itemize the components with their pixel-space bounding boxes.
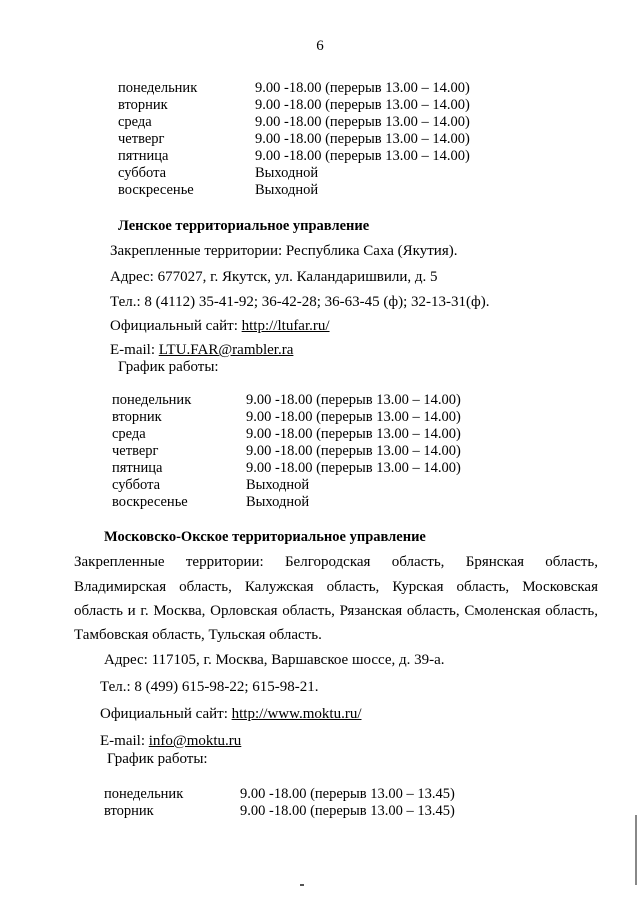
moscow-territories-line-4: Тамбовская область, Тульская область.: [74, 627, 322, 643]
schedule-row: [118, 131, 470, 148]
lena-email-label: E-mail:: [110, 342, 159, 358]
moscow-email-link[interactable]: info@moktu.ru: [148, 733, 242, 749]
moscow-phone: Тел.: 8 (499) 615-98-22; 615-98-21.: [100, 679, 319, 695]
schedule-day: пятница: [112, 460, 163, 476]
schedule-hours: 9.00 -18.00 (перерыв 13.00 – 14.00): [246, 409, 461, 425]
moscow-territories-line-1: Закрепленные территории: Белгородская область, Брянская область,: [74, 554, 598, 570]
lena-website-label: Официальный сайт:: [110, 318, 242, 334]
schedule-hours: Выходной: [246, 494, 310, 510]
schedule-row: [118, 165, 470, 182]
schedule-row: [112, 477, 461, 494]
schedule-hours: Выходной: [255, 165, 319, 181]
lena-territories: Закрепленные территории: Республика Саха (Якутия).: [110, 243, 458, 259]
schedule-row: [112, 494, 461, 511]
schedule-day: понедельник: [104, 786, 184, 802]
schedule-row: [118, 80, 470, 97]
schedule-top: [118, 80, 470, 199]
lena-website-link[interactable]: http://ltufar.ru/: [241, 318, 330, 334]
schedule-hours: 9.00 -18.00 (перерыв 13.00 – 14.00): [246, 426, 461, 442]
lena-section-title: Ленское территориальное управление: [118, 218, 370, 234]
schedule-day: пятница: [118, 148, 169, 164]
schedule-hours: 9.00 -18.00 (перерыв 13.00 – 14.00): [255, 97, 470, 113]
schedule-row: [118, 114, 470, 131]
lena-email-line: [110, 342, 293, 359]
schedule-hours: 9.00 -18.00 (перерыв 13.00 – 14.00): [255, 131, 470, 147]
schedule-row: [112, 460, 461, 477]
moscow-website-line: [100, 706, 362, 723]
schedule-row: [104, 803, 455, 820]
schedule-hours: 9.00 -18.00 (перерыв 13.00 – 14.00): [246, 460, 461, 476]
schedule-hours: 9.00 -18.00 (перерыв 13.00 – 14.00): [246, 392, 461, 408]
moscow-territories-line-2: Владимирская область, Калужская область, Курская область, Московская: [74, 579, 598, 595]
moscow-section-title: Московско-Окское территориальное управление: [104, 529, 426, 545]
schedule-day: среда: [118, 114, 152, 130]
schedule-hours: 9.00 -18.00 (перерыв 13.00 – 14.00): [255, 148, 470, 164]
schedule-hours: 9.00 -18.00 (перерыв 13.00 – 14.00): [255, 80, 470, 96]
schedule-day: воскресенье: [112, 494, 188, 510]
moscow-email-label: E-mail:: [100, 733, 149, 749]
schedule-day: вторник: [112, 409, 162, 425]
lena-email-link[interactable]: LTU.FAR@rambler.ra: [158, 342, 294, 358]
scan-edge-mark: [635, 815, 637, 885]
schedule-row: [112, 443, 461, 460]
lena-schedule-label: График работы:: [118, 359, 219, 375]
schedule-day: среда: [112, 426, 146, 442]
moscow-website-label: Официальный сайт:: [100, 706, 232, 722]
schedule-row: [112, 409, 461, 426]
schedule-row: [118, 182, 470, 199]
lena-address: Адрес: 677027, г. Якутск, ул. Каландаришвили, д. 5: [110, 269, 438, 285]
schedule-day: вторник: [104, 803, 154, 819]
schedule-day: суббота: [112, 477, 161, 493]
schedule-day: понедельник: [118, 80, 198, 96]
schedule-day: четверг: [118, 131, 165, 147]
schedule-day: четверг: [112, 443, 159, 459]
schedule-row: [112, 426, 461, 443]
scan-speck: [300, 884, 304, 886]
schedule-hours: 9.00 -18.00 (перерыв 13.00 – 14.00): [255, 114, 470, 130]
lena-website-line: [110, 318, 330, 335]
moscow-website-link[interactable]: http://www.moktu.ru/: [231, 706, 362, 722]
schedule-day: суббота: [118, 165, 167, 181]
schedule-day: вторник: [118, 97, 168, 113]
lena-schedule: [112, 392, 461, 511]
schedule-hours: Выходной: [246, 477, 310, 493]
lena-phone: Тел.: 8 (4112) 35-41-92; 36-42-28; 36-63-45 (ф); 32-13-31(ф).: [110, 294, 490, 310]
moscow-schedule: [104, 786, 455, 820]
schedule-row: [118, 148, 470, 165]
schedule-row: [118, 97, 470, 114]
schedule-hours: 9.00 -18.00 (перерыв 13.00 – 14.00): [246, 443, 461, 459]
moscow-territories-line-3: область и г. Москва, Орловская область, Рязанская область, Смоленская область,: [74, 603, 598, 619]
schedule-row: [104, 786, 455, 803]
schedule-day: воскресенье: [118, 182, 194, 198]
moscow-email-line: [100, 733, 241, 750]
schedule-day: понедельник: [112, 392, 192, 408]
schedule-hours: 9.00 -18.00 (перерыв 13.00 – 13.45): [240, 786, 455, 802]
page-number: 6: [316, 38, 324, 54]
schedule-row: [112, 392, 461, 409]
moscow-address: Адрес: 117105, г. Москва, Варшавское шоссе, д. 39-а.: [104, 652, 445, 668]
moscow-schedule-label: График работы:: [107, 751, 208, 767]
schedule-hours: Выходной: [255, 182, 319, 198]
schedule-hours: 9.00 -18.00 (перерыв 13.00 – 13.45): [240, 803, 455, 819]
